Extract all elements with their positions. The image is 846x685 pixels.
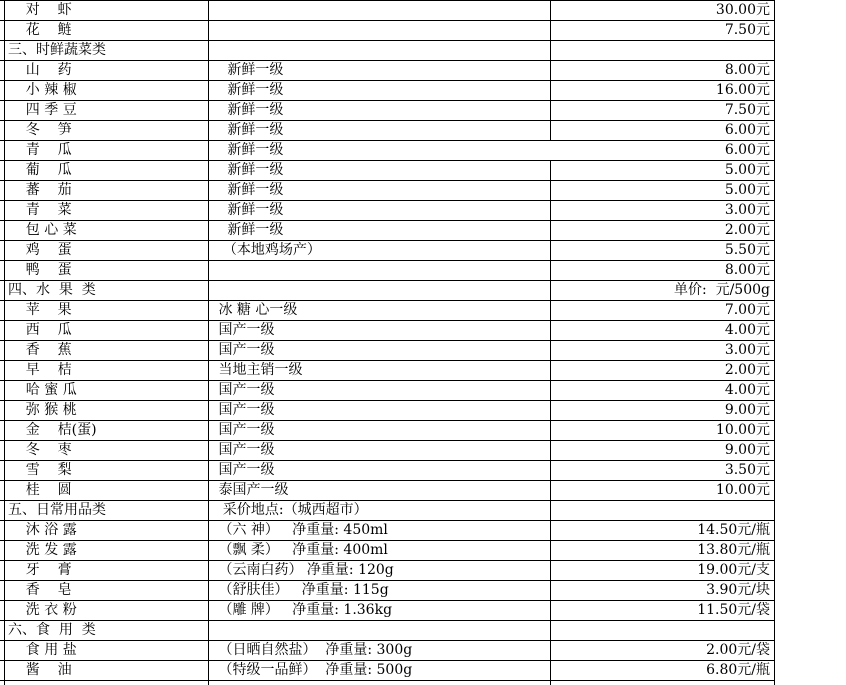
item-name-cell[interactable]: 金 桔(蛋) [8, 422, 97, 438]
item-name-cell[interactable]: 桂 圆 [8, 482, 72, 498]
grid-line [0, 460, 775, 461]
grid-line [0, 520, 775, 521]
spec-cell[interactable]: （日晒自然盐） 净重量: 300g [214, 642, 413, 658]
table-row [0, 100, 846, 120]
spec-cell[interactable]: 新鲜一级 [214, 222, 284, 238]
spec-cell[interactable] [214, 280, 548, 300]
price-cell[interactable]: 14.50元/瓶 [697, 522, 770, 538]
item-name-cell[interactable]: 小 辣 椒 [8, 82, 77, 98]
item-name-cell[interactable]: 哈 蜜 瓜 [8, 382, 77, 398]
item-name-cell[interactable]: 弥 猴 桃 [8, 402, 77, 418]
spec-cell[interactable]: 国产一级 [214, 422, 275, 438]
table-row [0, 480, 846, 500]
spec-cell[interactable] [214, 620, 548, 640]
grid-line [0, 0, 775, 1]
table-row [0, 580, 846, 600]
table-row [0, 20, 846, 40]
spec-cell[interactable]: （六 神） 净重量: 450ml [214, 522, 388, 538]
spec-cell[interactable]: 新鲜一级 [214, 122, 284, 138]
spec-cell[interactable]: 冰 糖 心一级 [214, 302, 298, 318]
grid-line [0, 100, 775, 101]
table-row [0, 440, 846, 460]
grid-line [0, 280, 775, 281]
grid-line [0, 380, 775, 381]
item-name-cell[interactable]: 青 菜 [8, 202, 72, 218]
price-cell[interactable]: 7.00元 [724, 302, 770, 318]
item-name-cell[interactable]: 葡 瓜 [8, 162, 72, 178]
table-row [0, 520, 846, 540]
grid-line [0, 40, 775, 41]
grid-line [0, 560, 775, 561]
grid-line [0, 480, 775, 481]
spec-cell[interactable]: 国产一级 [214, 342, 275, 358]
price-cell[interactable]: 11.50元/袋 [697, 602, 770, 618]
grid-line [4, 0, 5, 685]
price-cell[interactable]: 13.80元/瓶 [697, 542, 770, 558]
spec-cell[interactable]: 采价地点:（城西超市） [214, 502, 368, 518]
price-cell[interactable]: 9.00元 [724, 442, 770, 458]
price-cell[interactable]: 2.00元 [724, 362, 770, 378]
price-cell[interactable]: 7.50元 [724, 22, 770, 38]
table-row [0, 660, 846, 680]
spec-cell[interactable]: 新鲜一级 [214, 202, 284, 218]
price-cell[interactable]: 3.90元/块 [706, 582, 770, 598]
item-name-cell[interactable]: 三、时鲜蔬菜类 [8, 42, 106, 58]
table-row [0, 400, 846, 420]
table-row [0, 360, 846, 380]
item-name-cell[interactable]: 食 用 盐 [8, 642, 77, 658]
price-cell[interactable]: 9.00元 [724, 402, 770, 418]
spec-cell[interactable]: 国产一级 [214, 402, 275, 418]
spec-cell[interactable]: 新鲜一级 [214, 82, 284, 98]
grid-line [0, 660, 775, 661]
price-cell[interactable]: 4.00元 [724, 322, 770, 338]
table-row [0, 340, 846, 360]
item-name-cell[interactable]: 青 瓜 [8, 142, 72, 158]
table-row [0, 500, 846, 520]
item-name-cell[interactable]: 冬 笋 [8, 122, 72, 138]
grid-line [0, 300, 775, 301]
price-cell[interactable]: 6.00元 [724, 142, 770, 158]
item-name-cell[interactable]: 六、食 用 类 [8, 622, 96, 638]
table-row [0, 280, 846, 300]
grid-line [550, 160, 551, 685]
grid-line [550, 0, 551, 140]
grid-line [0, 260, 775, 261]
table-row [0, 200, 846, 220]
spec-cell[interactable]: 当地主销一级 [214, 362, 303, 378]
spec-cell[interactable]: （云南白药） 净重量: 120g [214, 562, 394, 578]
grid-line [774, 0, 775, 685]
grid-line [0, 640, 775, 641]
table-row [0, 80, 846, 100]
item-name-cell[interactable]: 苹 果 [8, 302, 72, 318]
spec-cell[interactable]: 新鲜一级 [214, 62, 284, 78]
spec-cell[interactable]: 新鲜一级 [214, 102, 284, 118]
spec-cell[interactable]: （特级一品鲜） 净重量: 500g [214, 662, 413, 678]
table-row [0, 60, 846, 80]
item-name-cell[interactable]: 酱 油 [8, 662, 72, 678]
grid-line [0, 240, 775, 241]
table-row [0, 620, 846, 640]
price-cell[interactable]: 2.00元 [724, 222, 770, 238]
spec-cell[interactable]: 新鲜一级 [214, 162, 284, 178]
table-row [0, 540, 846, 560]
item-name-cell[interactable]: 洗 发 露 [8, 542, 77, 558]
item-name-cell[interactable]: 四、水 果 类 [8, 282, 96, 298]
grid-line [0, 440, 775, 441]
grid-line [0, 540, 775, 541]
spec-cell[interactable] [214, 40, 548, 60]
spec-cell[interactable] [214, 0, 548, 20]
spec-cell[interactable]: 新鲜一级 [214, 182, 284, 198]
grid-line [0, 140, 775, 141]
grid-line [0, 580, 775, 581]
item-name-cell[interactable]: 鸭 蛋 [8, 262, 72, 278]
table-row [0, 180, 846, 200]
item-name-cell[interactable]: 包 心 菜 [8, 222, 77, 238]
price-cell[interactable]: 4.00元 [724, 382, 770, 398]
item-name-cell[interactable]: 洗 衣 粉 [8, 602, 77, 618]
item-name-cell[interactable]: 冬 枣 [8, 442, 72, 458]
grid-line [0, 420, 775, 421]
spec-cell[interactable]: 国产一级 [214, 462, 275, 478]
price-cell[interactable]: 7.50元 [724, 102, 770, 118]
item-name-cell[interactable]: 沐 浴 露 [8, 522, 77, 538]
grid-line [0, 600, 775, 601]
grid-line [0, 340, 775, 341]
table-row [0, 560, 846, 580]
table-row [0, 240, 846, 260]
price-cell[interactable]: 3.50元 [724, 462, 770, 478]
price-cell[interactable]: 2.00元/袋 [706, 642, 770, 658]
grid-line [0, 320, 775, 321]
spec-cell[interactable]: 国产一级 [214, 382, 275, 398]
item-name-cell[interactable]: 山 药 [8, 62, 72, 78]
spec-cell[interactable]: （本地鸡场产） [214, 242, 321, 258]
spec-cell[interactable]: 国产一级 [214, 442, 275, 458]
price-cell[interactable] [556, 500, 770, 520]
price-cell[interactable]: 5.00元 [724, 182, 770, 198]
spec-cell[interactable]: 泰国产一级 [214, 482, 289, 498]
spec-cell[interactable]: （飘 柔） 净重量: 400ml [214, 542, 388, 558]
grid-line [0, 360, 775, 361]
table-row [0, 0, 846, 20]
item-name-cell[interactable]: 香 皂 [8, 582, 72, 598]
item-name-cell[interactable]: 雪 梨 [8, 462, 72, 478]
item-name-cell[interactable]: 西 瓜 [8, 322, 72, 338]
spec-cell[interactable] [214, 20, 548, 40]
grid-line [0, 200, 775, 201]
price-cell[interactable]: 6.00元 [724, 122, 770, 138]
item-name-cell[interactable]: 对 虾 [8, 2, 72, 18]
grid-line [0, 400, 775, 401]
price-cell[interactable]: 8.00元 [724, 262, 770, 278]
price-cell[interactable]: 3.00元 [724, 202, 770, 218]
item-name-cell[interactable]: 五、日常用品类 [8, 502, 106, 518]
item-name-cell[interactable]: 香 蕉 [8, 342, 72, 358]
table-row [0, 40, 846, 60]
table-row [0, 140, 846, 160]
price-cell[interactable]: 3.00元 [724, 342, 770, 358]
price-cell[interactable]: 10.00元 [715, 422, 770, 438]
table-row [0, 160, 846, 180]
price-cell[interactable]: 5.00元 [724, 162, 770, 178]
price-cell[interactable]: 30.00元 [715, 2, 770, 18]
grid-line [0, 120, 775, 121]
table-row [0, 420, 846, 440]
price-cell[interactable]: 16.00元 [715, 82, 770, 98]
table-row [0, 380, 846, 400]
price-cell[interactable]: 5.50元 [724, 242, 770, 258]
table-row [0, 640, 846, 660]
table-row [0, 460, 846, 480]
grid-line [0, 500, 775, 501]
price-cell[interactable]: 单价: 元/500g [673, 282, 770, 298]
grid-line [0, 220, 775, 221]
table-row [0, 300, 846, 320]
price-cell[interactable] [556, 620, 770, 640]
item-name-cell[interactable]: 蕃 茄 [8, 182, 72, 198]
spec-cell[interactable]: （雕 牌） 净重量: 1.36kg [214, 602, 393, 618]
price-cell[interactable] [556, 40, 770, 60]
item-name-cell[interactable]: 四 季 豆 [8, 102, 77, 118]
grid-line [0, 680, 775, 681]
grid-line [208, 0, 209, 685]
table-row [0, 320, 846, 340]
spec-cell[interactable] [214, 260, 548, 280]
grid-line [0, 620, 775, 621]
grid-line [0, 160, 775, 161]
table-row [0, 600, 846, 620]
item-name-cell[interactable]: 牙 膏 [8, 562, 72, 578]
table-row [0, 260, 846, 280]
spec-cell[interactable]: 新鲜一级 [214, 142, 284, 158]
grid-line [0, 20, 775, 21]
spec-cell[interactable]: （舒肤佳） 净重量: 115g [214, 582, 389, 598]
spec-cell[interactable]: 国产一级 [214, 322, 275, 338]
price-cell[interactable]: 10.00元 [715, 482, 770, 498]
item-name-cell[interactable]: 早 桔 [8, 362, 72, 378]
grid-line [0, 80, 775, 81]
item-name-cell[interactable]: 花 鲢 [8, 22, 72, 38]
price-cell[interactable]: 19.00元/支 [697, 562, 770, 578]
grid-line [0, 180, 775, 181]
price-cell[interactable]: 8.00元 [724, 62, 770, 78]
grid-line [0, 60, 775, 61]
price-cell[interactable]: 6.80元/瓶 [706, 662, 770, 678]
item-name-cell[interactable]: 鸡 蛋 [8, 242, 72, 258]
table-row [0, 120, 846, 140]
table-row [0, 220, 846, 240]
